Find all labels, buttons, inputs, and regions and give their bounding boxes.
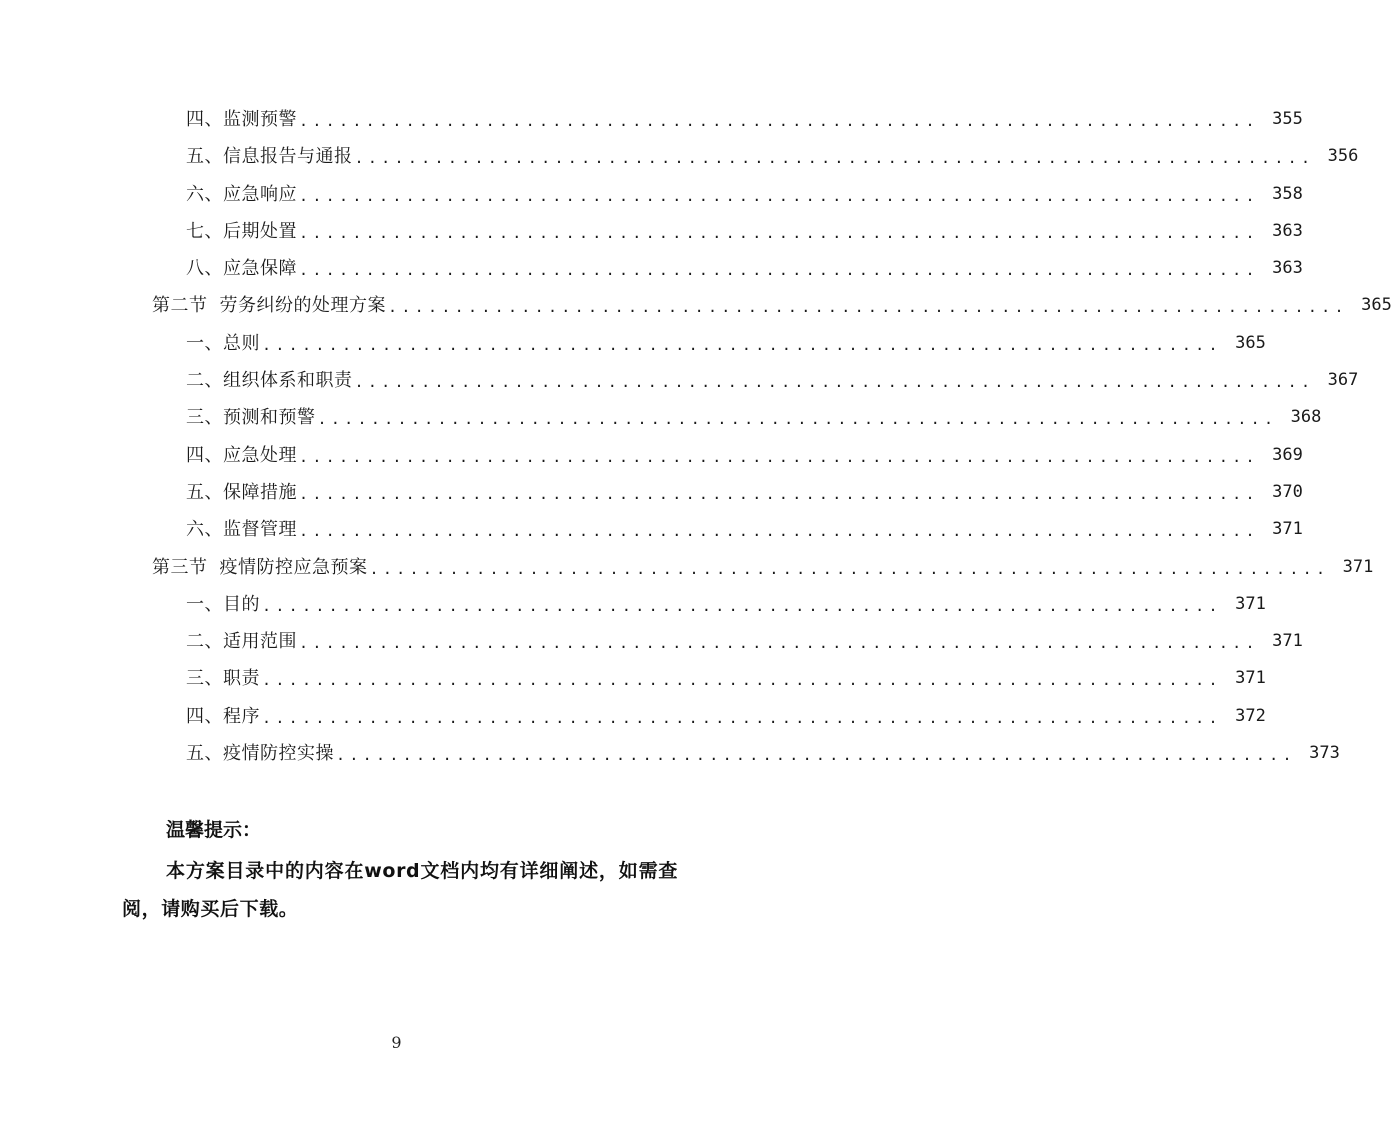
toc-leader-dots: ........................................................................ — [354, 149, 1315, 168]
toc-entry-page: 356 — [1327, 146, 1359, 167]
toc-leader-dots: ........................................................................ — [262, 708, 1222, 727]
toc-entry-page: 373 — [1309, 743, 1340, 764]
toc-entry-title: 二、组织体系和职责 — [186, 370, 353, 392]
toc-leader-dots: ........................................................................ — [299, 223, 1259, 242]
toc-entry[interactable] — [0, 176, 1303, 213]
toc-entry[interactable] — [0, 437, 1303, 474]
table-of-contents — [0, 101, 1392, 772]
toc-entry-title: 一、总则 — [186, 332, 260, 354]
toc-entry-title: 四、程序 — [186, 705, 260, 727]
notice-body: 本方案目录中的内容在word文档内均有详细阐述，如需查阅，请购买后下载。 — [122, 860, 678, 920]
toc-leader-dots: ........................................................................ — [299, 112, 1259, 130]
toc-entry[interactable] — [0, 250, 1303, 287]
toc-entry-page: 365 — [1361, 295, 1392, 316]
toc-leader-dots: ........................................................................ — [262, 671, 1222, 690]
toc-entry-page: 367 — [1327, 370, 1359, 391]
toc-entry-page: 369 — [1272, 444, 1303, 465]
toc-entry[interactable] — [0, 660, 1266, 697]
toc-entry-page: 368 — [1290, 407, 1322, 428]
toc-entry[interactable] — [0, 735, 1340, 772]
toc-section-entry[interactable] — [0, 287, 1392, 324]
toc-entry-title: 五、保障措施 — [186, 481, 297, 503]
toc-section-entry[interactable] — [0, 549, 1374, 586]
toc-entry-page: 365 — [1235, 332, 1266, 353]
toc-entry[interactable] — [0, 138, 1359, 175]
toc-entry-title: 六、监督管理 — [186, 519, 297, 541]
toc-entry[interactable] — [0, 511, 1303, 548]
toc-entry-page: 371 — [1342, 556, 1374, 577]
toc-section-number: 第二节 — [152, 295, 208, 317]
notice-box — [122, 812, 678, 928]
toc-entry-page: 355 — [1272, 109, 1303, 129]
toc-entry-page: 363 — [1272, 220, 1303, 241]
toc-entry-title: 四、监测预警 — [186, 109, 297, 130]
toc-entry-title: 三、职责 — [186, 668, 260, 690]
toc-entry[interactable] — [0, 586, 1266, 623]
toc-leader-dots: ........................................................................ — [299, 634, 1259, 653]
toc-leader-dots: ........................................................................ — [299, 484, 1259, 503]
toc-leader-dots: ........................................................................ — [369, 559, 1330, 578]
toc-leader-dots: ........................................................................ — [299, 447, 1259, 466]
toc-leader-dots: ........................................................................ — [299, 261, 1259, 280]
toc-entry[interactable] — [0, 399, 1322, 436]
toc-leader-dots: ........................................................................ — [336, 746, 1296, 765]
toc-leader-dots: ........................................................................ — [354, 373, 1315, 392]
toc-leader-dots: ........................................................................ — [262, 335, 1222, 354]
toc-entry-title: 七、后期处置 — [186, 220, 297, 242]
toc-entry-page: 371 — [1235, 593, 1266, 614]
toc-leader-dots: ........................................................................ — [299, 522, 1259, 541]
toc-section-title: 劳务纠纷的处理方案 — [219, 295, 386, 317]
toc-entry[interactable] — [0, 623, 1303, 660]
toc-section-number: 第三节 — [152, 556, 208, 578]
toc-entry-title: 五、信息报告与通报 — [186, 146, 353, 168]
toc-entry[interactable] — [0, 101, 1303, 138]
toc-entry-page: 363 — [1272, 258, 1303, 279]
toc-section-title: 疫情防控应急预案 — [219, 556, 368, 578]
page-number: 9 — [391, 1033, 402, 1052]
toc-entry-title — [152, 549, 368, 586]
toc-leader-dots: ........................................................................ — [299, 186, 1259, 205]
toc-entry-title: 六、应急响应 — [186, 183, 297, 205]
toc-entry-page: 358 — [1272, 183, 1303, 204]
toc-entry-page: 371 — [1235, 668, 1266, 689]
toc-entry-title: 四、应急处理 — [186, 444, 297, 466]
toc-leader-dots: ........................................................................ — [388, 298, 1348, 317]
toc-entry-title: 一、目的 — [186, 593, 260, 615]
notice-title: 温馨提示： — [166, 819, 262, 841]
toc-entry[interactable] — [0, 213, 1303, 250]
toc-entry[interactable] — [0, 474, 1303, 511]
toc-entry-page: 371 — [1272, 631, 1303, 652]
toc-entry-title: 三、预测和预警 — [186, 407, 316, 429]
toc-entry[interactable] — [0, 325, 1266, 362]
toc-entry[interactable] — [0, 698, 1266, 735]
toc-leader-dots: ........................................................................ — [317, 410, 1278, 429]
toc-entry-page: 372 — [1235, 705, 1266, 726]
toc-entry-page: 371 — [1272, 519, 1303, 540]
toc-entry-title: 二、适用范围 — [186, 631, 297, 653]
toc-leader-dots: ........................................................................ — [262, 596, 1222, 615]
toc-entry[interactable] — [0, 362, 1359, 399]
toc-entry-title: 五、疫情防控实操 — [186, 743, 334, 765]
toc-entry-title: 八、应急保障 — [186, 258, 297, 280]
toc-entry-title — [152, 287, 386, 324]
toc-entry-page: 370 — [1272, 481, 1303, 502]
